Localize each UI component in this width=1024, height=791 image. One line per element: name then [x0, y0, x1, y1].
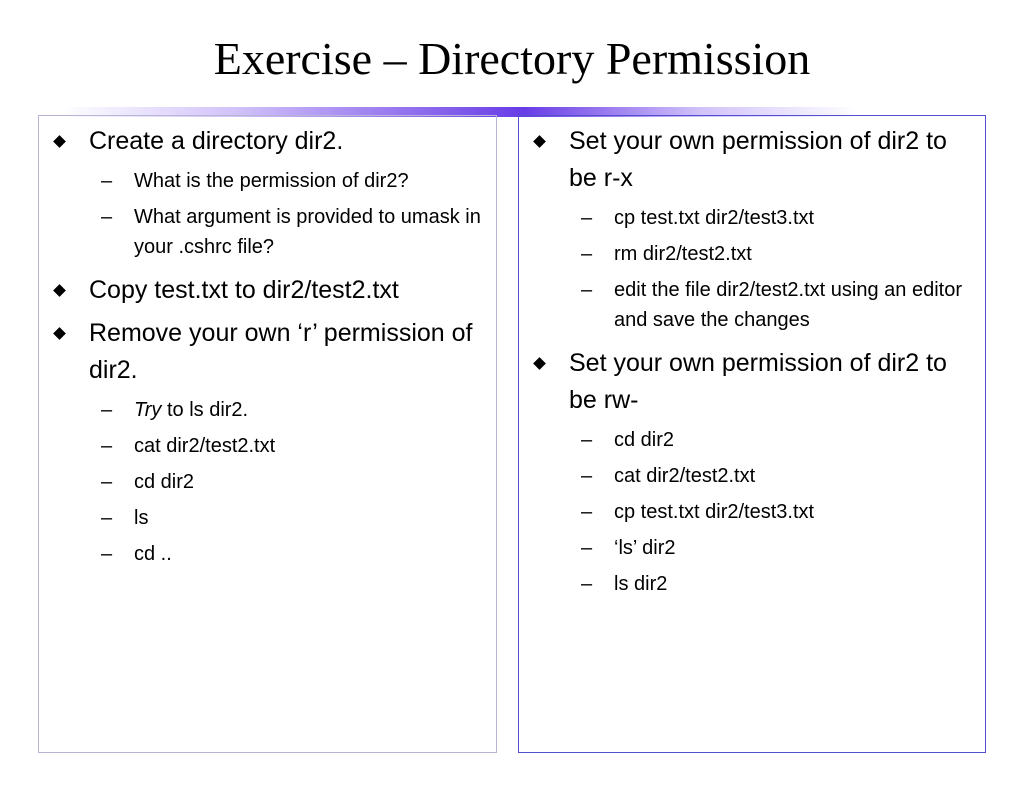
sub-item	[569, 569, 981, 599]
left-panel	[38, 115, 497, 753]
sub-item	[569, 425, 981, 455]
sub-item-text: cd dir2	[614, 429, 675, 451]
sub-item-text: cd ..	[134, 543, 172, 565]
dash-marker: –	[101, 507, 113, 529]
dash-marker: –	[581, 573, 593, 595]
sub-list	[89, 395, 488, 569]
diamond-bullet-icon	[53, 284, 66, 297]
sub-list	[89, 166, 488, 262]
dash-marker: –	[101, 399, 113, 421]
sub-list	[569, 203, 981, 335]
sub-item-text: edit the file dir2/test2.txt using an editor and save the changes	[614, 279, 962, 331]
sub-item-text	[134, 399, 248, 421]
sub-item-text: rm dir2/test2.txt	[614, 243, 752, 265]
list-item	[39, 315, 488, 569]
sub-item	[569, 275, 981, 335]
sub-item	[89, 202, 488, 262]
sub-item-text: ‘ls’ dir2	[614, 537, 676, 559]
diamond-bullet-icon	[53, 327, 66, 340]
sub-item	[89, 395, 488, 425]
sub-item	[569, 533, 981, 563]
diamond-bullet-icon	[53, 135, 66, 148]
sub-item	[89, 166, 488, 196]
bullet-text: Set your own permission of dir2 to be rw-	[569, 349, 947, 414]
sub-item	[569, 239, 981, 269]
bullet-text: Copy test.txt to dir2/test2.txt	[89, 276, 399, 304]
sub-item	[89, 539, 488, 569]
dash-marker: –	[101, 170, 113, 192]
sub-item	[89, 503, 488, 533]
sub-item-text: What argument is provided to umask in your .cshrc file?	[134, 206, 481, 258]
bullet-text: Set your own permission of dir2 to be r-x	[569, 127, 947, 192]
sub-item-text: cp test.txt dir2/test3.txt	[614, 501, 815, 523]
list-item	[519, 123, 981, 335]
sub-item-text: cp test.txt dir2/test3.txt	[614, 207, 815, 229]
dash-marker: –	[101, 543, 113, 565]
list-item	[39, 123, 488, 262]
diamond-bullet-icon	[533, 357, 546, 370]
sub-item	[89, 431, 488, 461]
bullet-text: Create a directory dir2.	[89, 127, 344, 155]
sub-item-text: cat dir2/test2.txt	[614, 465, 756, 487]
dash-marker: –	[581, 465, 593, 487]
right-panel	[518, 115, 986, 753]
sub-item-text: ls dir2	[614, 573, 668, 595]
dash-marker: –	[101, 435, 113, 457]
sub-item-rest: to ls dir2.	[161, 399, 249, 421]
sub-item-text: cat dir2/test2.txt	[134, 435, 276, 457]
dash-marker: –	[581, 501, 593, 523]
sub-item	[569, 461, 981, 491]
dash-marker: –	[581, 243, 593, 265]
sub-item	[89, 467, 488, 497]
dash-marker: –	[581, 279, 593, 301]
sub-list	[569, 425, 981, 599]
bullet-text: Remove your own ‘r’ permission of dir2.	[89, 319, 473, 384]
right-bullet-list	[519, 123, 981, 599]
dash-marker: –	[101, 206, 113, 228]
sub-item-text: cd dir2	[134, 471, 195, 493]
diamond-bullet-icon	[533, 135, 546, 148]
left-bullet-list	[39, 123, 488, 569]
dash-marker: –	[581, 537, 593, 559]
sub-item-text: What is the permission of dir2?	[134, 170, 409, 192]
emphasis-text: Try	[134, 399, 162, 421]
dash-marker: –	[581, 207, 593, 229]
sub-item-text: ls	[134, 507, 149, 529]
slide-title: Exercise – Directory Permission	[213, 33, 811, 84]
list-item	[39, 272, 488, 309]
sub-item	[569, 203, 981, 233]
list-item	[519, 345, 981, 599]
dash-marker: –	[581, 429, 593, 451]
sub-item	[569, 497, 981, 527]
dash-marker: –	[101, 471, 113, 493]
